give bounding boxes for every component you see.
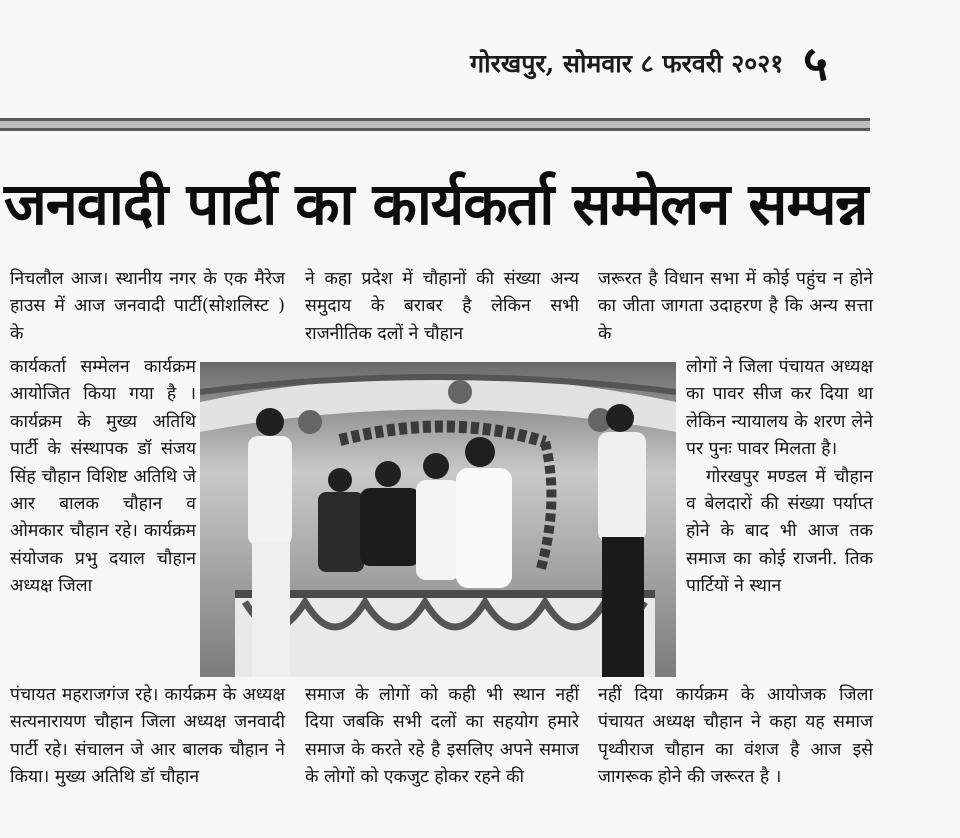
article-col3-bottom (598, 682, 873, 792)
article-text: कार्यकर्ता सम्मेलन कार्यक्रम आयोजित किया गया है । कार्यक्रम के मुख्य अतिथि पार्टी के संस्थापक डॉ संजय सिंह चौहान विशिष्ट अतिथि जे आर बालक चौहान व ओमकार चौहान रहे। कार्यक्रम संयोजक प्रभु दयाल चौहान अध्यक्ष जिला (10, 357, 196, 597)
event-photo (200, 362, 676, 677)
article-col2-top (305, 266, 579, 348)
article-col1-bottom (10, 682, 285, 792)
headline: जनवादी पार्टी का कार्यकर्ता सम्मेलन सम्पन्न (4, 170, 868, 238)
article-text: ने कहा प्रदेश में चौहानों की संख्या अन्य समुदाय के बराबर है लेकिन सभी राजनीतिक दलों ने चौहान (305, 269, 579, 344)
article-text: नहीं दिया कार्यक्रम के आयोजक जिला पंचायत अध्यक्ष चौहान ने कहा यह समाज पृथ्वीराज चौहान का वंशज है आज इसे जागरूक होने की जरूरत है । (598, 685, 873, 788)
article-text: लोगों ने जिला पंचायत अध्यक्ष का पावर सीज कर दिया था लेकिन न्यायालय के शरण लेने पर पुनः पावर मिलता है। (686, 357, 873, 460)
header-rule (0, 118, 870, 131)
article-text: जरूरत है विधान सभा में कोई पहुंच न होने का जीता जागता उदाहरण है कि अन्य सत्ता के (598, 269, 873, 344)
article-text: गोरखपुर मण्डल में चौहान व बेलदारों की संख्या पर्याप्त होने के बाद भी आज तक समाज का कोई राजनी. तिक पार्टियों ने स्थान (686, 466, 873, 597)
stage-photo-illustration (200, 362, 676, 677)
dateline: गोरखपुर, सोमवार ८ फरवरी २०२१ (470, 49, 784, 78)
article-text: निचलौल आज। स्थानीय नगर के एक मैरेज हाउस में आज जनवादी पार्टी(सोशलिस्ट ) के (10, 269, 285, 344)
article-col1-narrow (10, 354, 196, 601)
page-number: ५ (803, 36, 828, 92)
article-col3-narrow (686, 354, 873, 601)
article-col1-top (10, 266, 285, 348)
article-text: पंचायत महराजगंज रहे। कार्यक्रम के अध्यक्ष सत्यनारायण चौहान जिला अध्यक्ष जनवादी पार्टी रहे। संचालन जे आर बालक चौहान ने किया। मुख्य अतिथि डॉ चौहान (10, 685, 285, 788)
article-text: समाज के लोगों को कही भी स्थान नहीं दिया जबकि सभी दलों का सहयोग हमारे समाज के करते रहे है इसलिए अपने समाज के लोगों को एकजुट होकर रहने की (305, 685, 579, 788)
article-col3-top (598, 266, 873, 348)
article-col2-bottom (305, 682, 579, 792)
